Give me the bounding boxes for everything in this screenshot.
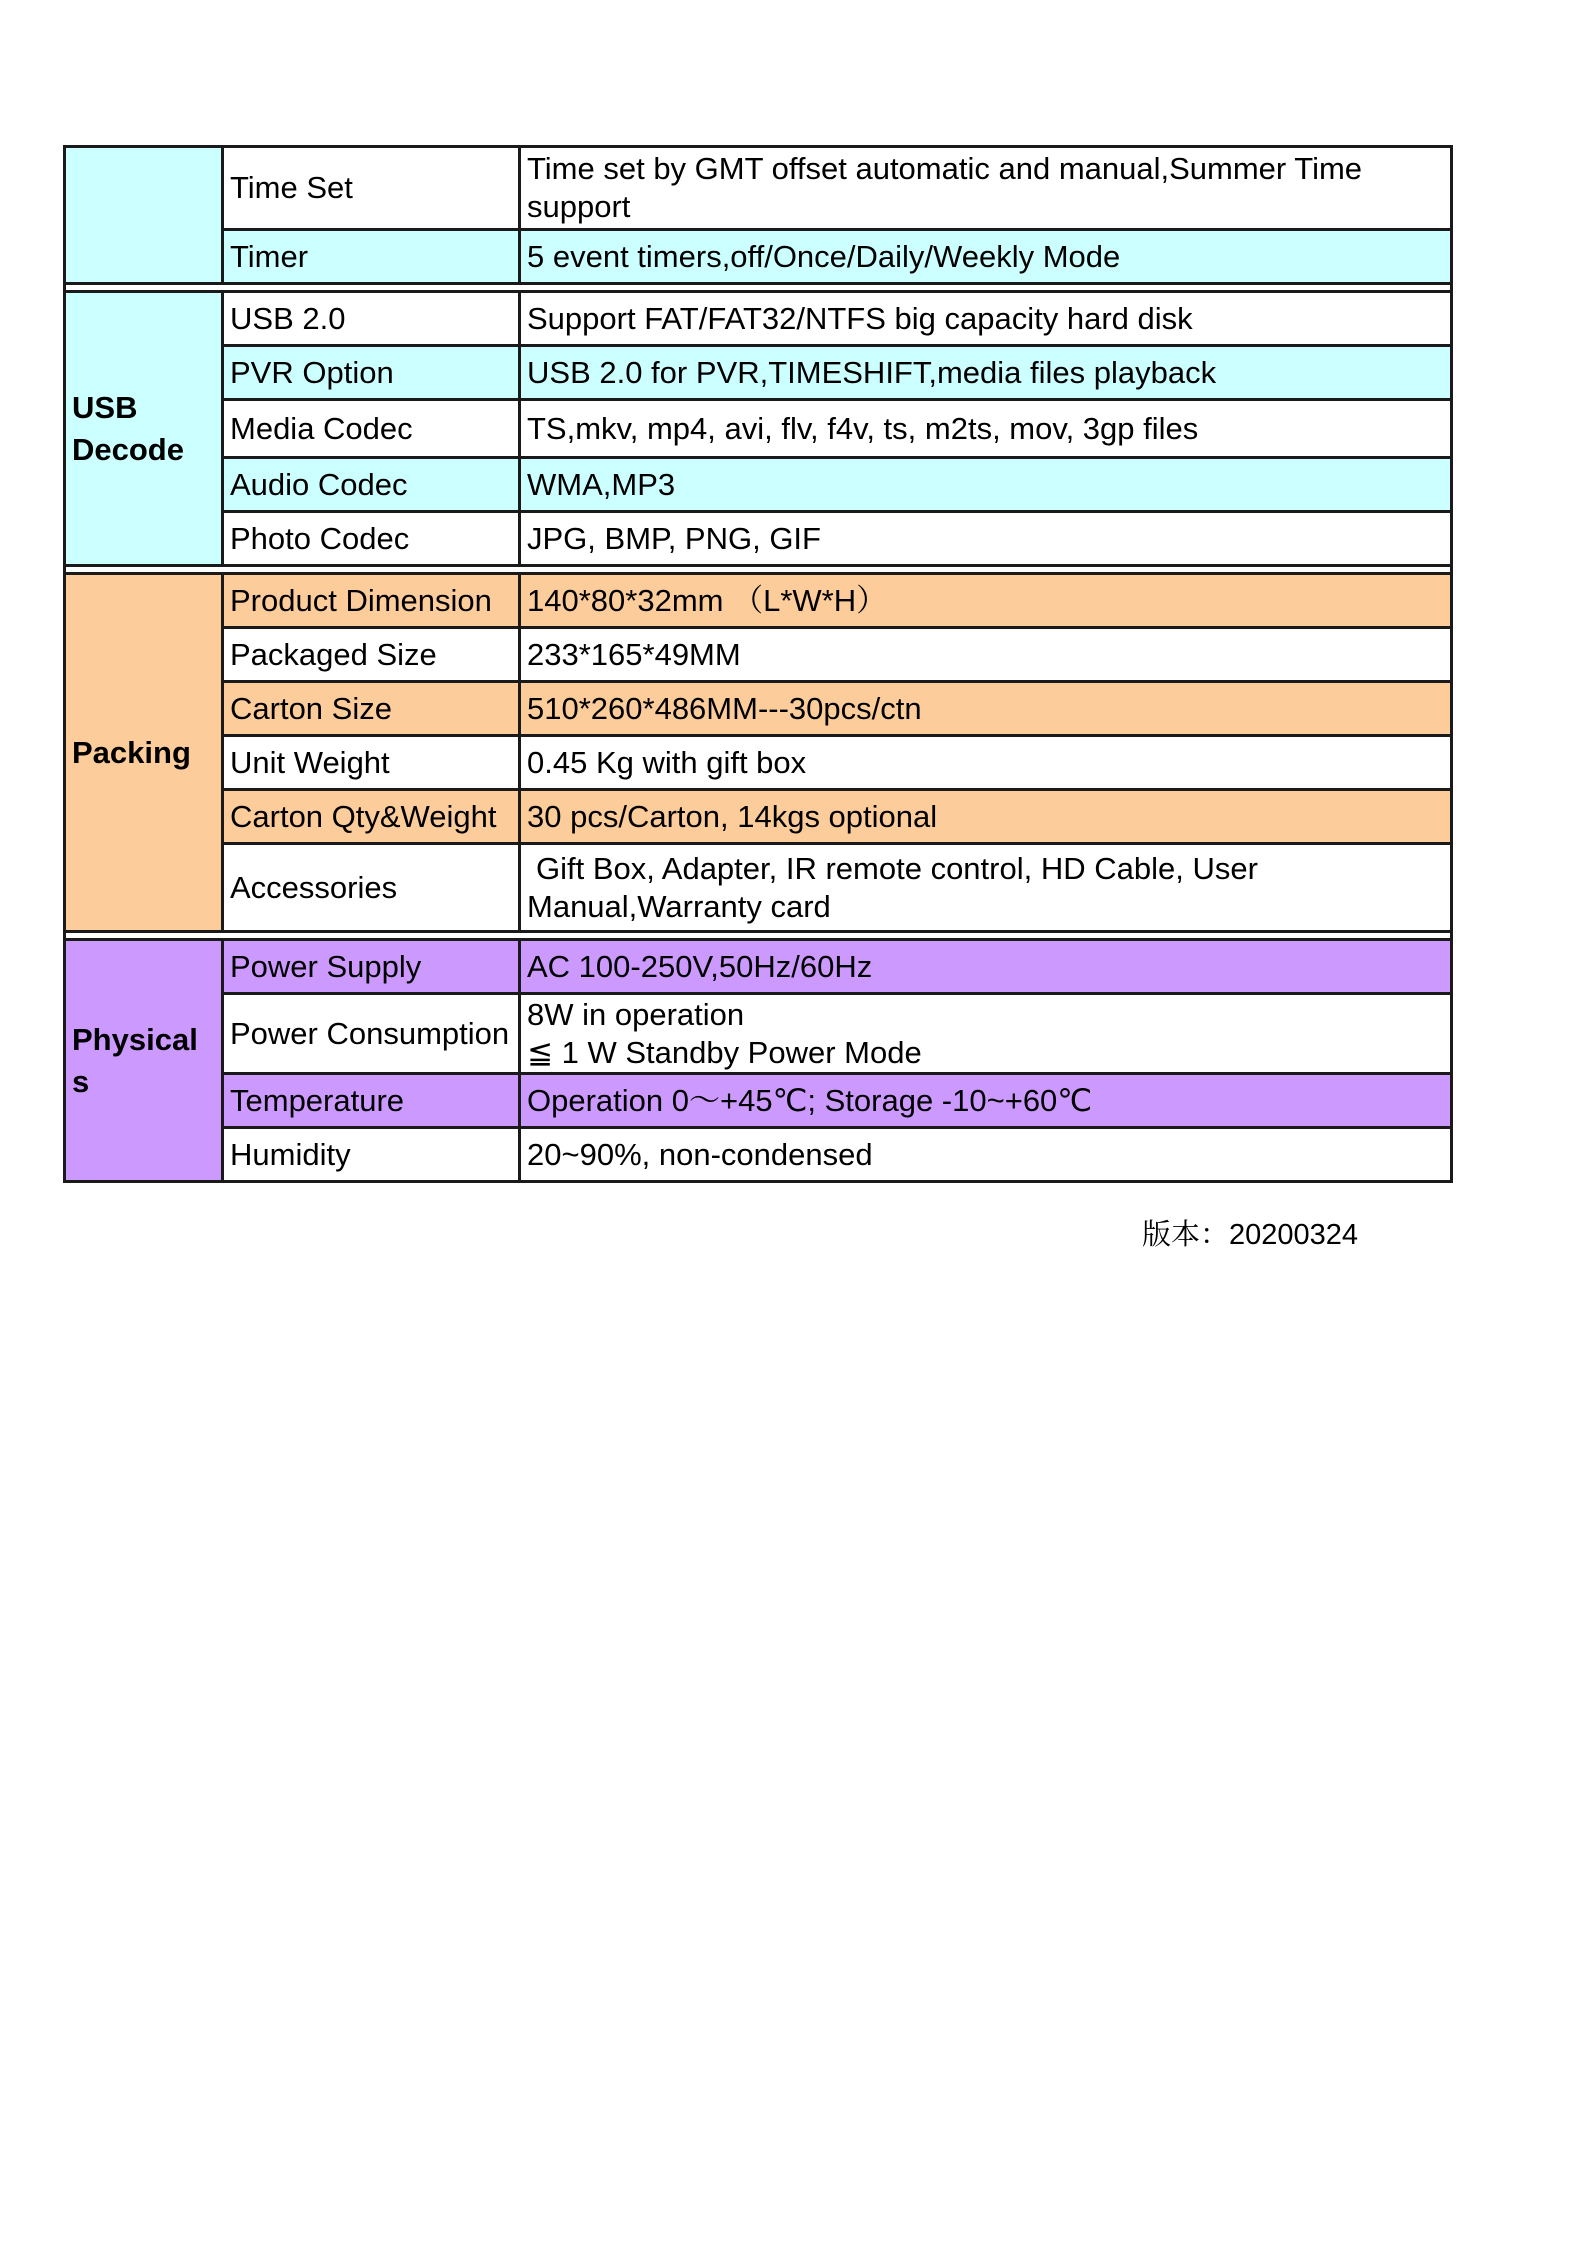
item-value: Gift Box, Adapter, IR remote control, HD Cable, User Manual,Warranty card	[520, 844, 1452, 932]
section-divider	[65, 284, 1452, 292]
item-value: 5 event timers,off/Once/Daily/Weekly Mode	[520, 230, 1452, 284]
table-row	[65, 940, 1452, 994]
table-row	[65, 147, 1452, 230]
table-row	[65, 736, 1452, 790]
item-value-line: ≦ 1 W Standby Power Mode	[527, 1034, 922, 1070]
item-label: Carton Size	[223, 682, 520, 736]
item-value: 510*260*486MM---30pcs/ctn	[520, 682, 1452, 736]
item-label: Humidity	[223, 1128, 520, 1182]
category-cell-time	[65, 147, 223, 284]
item-label: Power Consumption	[223, 994, 520, 1074]
item-value: USB 2.0 for PVR,TIMESHIFT,media files playback	[520, 346, 1452, 400]
table-row	[65, 512, 1452, 566]
table-row	[65, 292, 1452, 346]
table-row	[65, 682, 1452, 736]
item-value: Operation 0～+45℃; Storage -10~+60℃	[520, 1074, 1452, 1128]
item-value-line: 8W in operation	[527, 996, 745, 1032]
item-value: 0.45 Kg with gift box	[520, 736, 1452, 790]
item-label: Audio Codec	[223, 458, 520, 512]
table-row	[65, 346, 1452, 400]
item-label: USB 2.0	[223, 292, 520, 346]
category-cell-usb-decode: USB Decode	[65, 292, 223, 566]
item-label: Media Codec	[223, 400, 520, 458]
item-label: Timer	[223, 230, 520, 284]
table-row	[65, 1128, 1452, 1182]
item-label: Time Set	[223, 147, 520, 230]
item-label: Power Supply	[223, 940, 520, 994]
item-label: Product Dimension	[223, 574, 520, 628]
table-row	[65, 628, 1452, 682]
item-label: Carton Qty&Weight	[223, 790, 520, 844]
table-row	[65, 458, 1452, 512]
item-value: 140*80*32mm （L*W*H）	[520, 574, 1452, 628]
table-row	[65, 400, 1452, 458]
table-row	[65, 844, 1452, 932]
section-divider	[65, 932, 1452, 940]
item-label: Photo Codec	[223, 512, 520, 566]
item-label: Accessories	[223, 844, 520, 932]
table-row	[65, 574, 1452, 628]
item-value: Time set by GMT offset automatic and manual,Summer Time support	[520, 147, 1452, 230]
section-divider	[65, 566, 1452, 574]
item-value: 30 pcs/Carton, 14kgs optional	[520, 790, 1452, 844]
item-value: JPG, BMP, PNG, GIF	[520, 512, 1452, 566]
category-cell-physicals: Physicals	[65, 940, 223, 1182]
version-note	[1142, 1212, 1358, 1253]
table-row	[65, 1074, 1452, 1128]
spec-table	[63, 145, 1453, 1183]
item-value: WMA,MP3	[520, 458, 1452, 512]
category-cell-packing: Packing	[65, 574, 223, 932]
item-value: Support FAT/FAT32/NTFS big capacity hard disk	[520, 292, 1452, 346]
item-value: AC 100-250V,50Hz/60Hz	[520, 940, 1452, 994]
item-value: 20~90%, non-condensed	[520, 1128, 1452, 1182]
item-value	[520, 994, 1452, 1074]
item-label: Unit Weight	[223, 736, 520, 790]
item-label: Temperature	[223, 1074, 520, 1128]
item-label: PVR Option	[223, 346, 520, 400]
item-label: Packaged Size	[223, 628, 520, 682]
table-row	[65, 994, 1452, 1074]
item-value: TS,mkv, mp4, avi, flv, f4v, ts, m2ts, mov, 3gp files	[520, 400, 1452, 458]
table-row	[65, 230, 1452, 284]
version-label: 版本：	[1142, 1219, 1230, 1251]
version-value: 20200324	[1229, 1219, 1359, 1251]
item-value: 233*165*49MM	[520, 628, 1452, 682]
table-row	[65, 790, 1452, 844]
